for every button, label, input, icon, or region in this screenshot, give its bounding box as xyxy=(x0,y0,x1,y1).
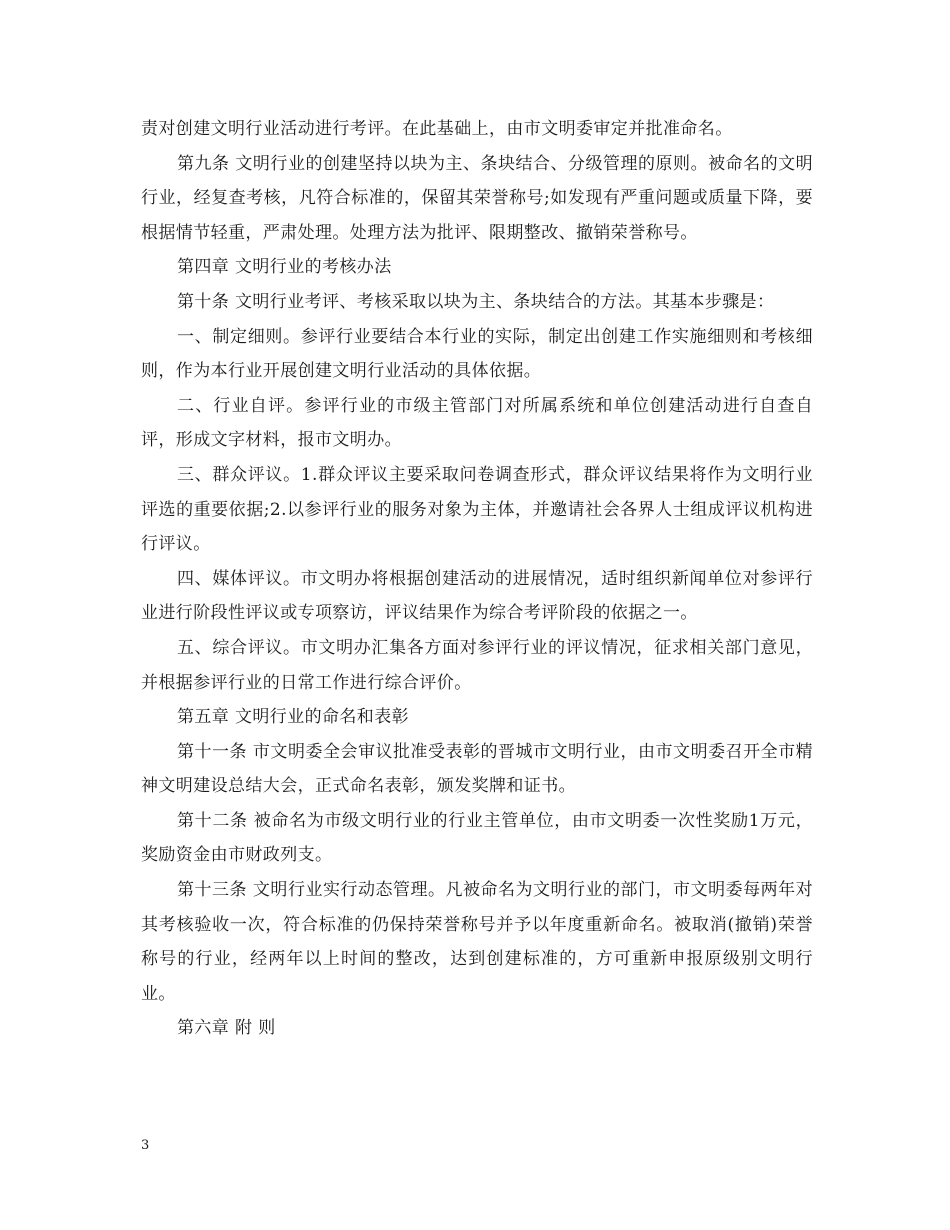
article-12: 第十二条 被命名为市级文明行业的行业主管单位，由市文明委一次性奖励1万元，奖励资金由市财政列支。 xyxy=(141,810,813,866)
document-body xyxy=(141,112,813,1046)
step-1-paragraph: 一、制定细则。参评行业要结合本行业的实际，制定出创建工作实施细则和考核细则，作为本行业开展创建文明行业活动的具体依据。 xyxy=(141,326,813,382)
chapter-6-heading: 第六章 附 则 xyxy=(177,1018,276,1039)
article-11: 第十一条 市文明委全会审议批准受表彰的晋城市文明行业，由市文明委召开全市精神文明建设总结大会，正式命名表彰，颁发奖牌和证书。 xyxy=(141,741,813,797)
article-9: 第九条 文明行业的创建坚持以块为主、条块结合、分级管理的原则。被命名的文明行业，经复查考核，凡符合标准的，保留其荣誉称号;如发现有严重问题或质量下降，要根据情节轻重，严肃处理。处理方法为批评、限期整改、撤销荣誉称号。 xyxy=(141,153,813,243)
paragraph-continuation: 责对创建文明行业活动进行考评。在此基础上，由市文明委审定并批准命名。 xyxy=(141,119,733,139)
chapter-4-heading: 第四章 文明行业的考核办法 xyxy=(177,257,392,278)
chapter-5-heading: 第五章 文明行业的命名和表彰 xyxy=(177,707,410,728)
step-3-paragraph: 三、群众评议。1.群众评议主要采取问卷调查形式，群众评议结果将作为文明行业评选的重要依据;2.以参评行业的服务对象为主体，并邀请社会各界人士组成评议机构进行评议。 xyxy=(141,464,813,555)
step-2-paragraph: 二、行业自评。参评行业的市级主管部门对所属系统和单位创建活动进行自查自评，形成文字材料，报市文明办。 xyxy=(141,395,813,451)
page-number: 3 xyxy=(141,1138,150,1153)
step-5-paragraph: 五、综合评议。市文明办汇集各方面对参评行业的评议情况，征求相关部门意见，并根据参评行业的日常工作进行综合评价。 xyxy=(141,637,813,693)
step-4-paragraph: 四、媒体评议。市文明办将根据创建活动的进展情况，适时组织新闻单位对参评行业进行阶段性评议或专项察访，评议结果作为综合考评阶段的依据之一。 xyxy=(141,568,813,624)
article-10: 第十条 文明行业考评、考核采取以块为主、条块结合的方法。其基本步骤是： xyxy=(177,291,775,312)
article-13: 第十三条 文明行业实行动态管理。凡被命名为文明行业的部门，市文明委每两年对其考核验收一次，符合标准的仍保持荣誉称号并予以年度重新命名。被取消(撤销)荣誉称号的行业，经两年以上时间的整改，达到创建标准的，方可重新申报原级别文明行业。 xyxy=(141,880,813,1004)
